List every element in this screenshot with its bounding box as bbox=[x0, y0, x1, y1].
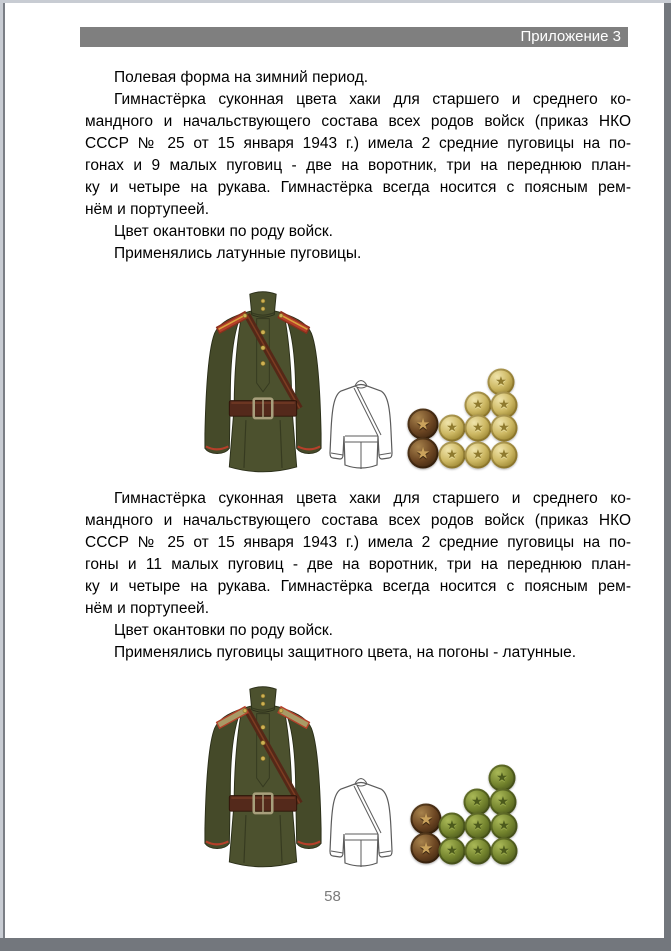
text-line: нём и портупеей. bbox=[85, 201, 210, 218]
text-line: Полевая форма на зимний период. bbox=[114, 69, 369, 86]
viewer-frame-left-shadow bbox=[3, 3, 5, 951]
small-brass-button bbox=[439, 415, 466, 442]
medium-dark-brass-button bbox=[408, 438, 439, 469]
small-brass-button bbox=[491, 442, 518, 469]
text-line: мандного и начальствующего состава всех родов войск (приказ НКО bbox=[85, 512, 631, 529]
medium-dark-brass-button bbox=[411, 804, 442, 835]
text-line: гонах и 9 малых пуговиц - две на воротник, три на переднюю план- bbox=[85, 157, 631, 174]
text-line: Цвет окантовки по роду войск. bbox=[114, 622, 333, 639]
small-khaki-button bbox=[439, 813, 466, 840]
text-line: СССР № 25 от 15 января 1943 г.) имела 2 средние пуговицы на по- bbox=[85, 534, 631, 551]
figure-tunic-brass-buttons bbox=[200, 287, 525, 481]
text-line: Применялись латунные пуговицы. bbox=[114, 245, 362, 262]
viewer-frame-top-edge bbox=[0, 0, 671, 3]
viewer-frame-right-shadow bbox=[664, 3, 671, 951]
appendix-header-bar bbox=[80, 27, 628, 47]
small-brass-button bbox=[465, 442, 492, 469]
small-khaki-button bbox=[464, 789, 491, 816]
text-line: нём и портупеей. bbox=[85, 600, 210, 617]
text-line: мандного и начальствующего состава всех родов войск (приказ НКО bbox=[85, 113, 631, 130]
text-line: Применялись пуговицы защитного цвета, на погоны - латунные. bbox=[114, 644, 577, 661]
small-brass-button bbox=[439, 442, 466, 469]
page-number: 58 bbox=[324, 888, 341, 905]
viewer-frame-bottom-shadow bbox=[0, 938, 671, 951]
tunic-back-line-drawing bbox=[328, 777, 394, 874]
appendix-header-label: Приложение 3 bbox=[520, 28, 621, 45]
text-line: гоны и 11 малых пуговиц - две на воротник, три на переднюю план- bbox=[85, 556, 631, 573]
text-line: ку и четыре на рукава. Гимнастёрка всегда носится с поясным рем- bbox=[85, 179, 631, 196]
small-khaki-button bbox=[490, 789, 517, 816]
small-khaki-button bbox=[489, 765, 516, 792]
paragraph-block-bottom bbox=[85, 488, 631, 664]
tunic-front-illustration bbox=[202, 287, 324, 479]
medium-dark-brass-button bbox=[408, 409, 439, 440]
tunic-back-line-drawing bbox=[328, 379, 394, 476]
buttons-cluster bbox=[405, 364, 525, 478]
text-line: ку и четыре на рукава. Гимнастёрка всегда носится с поясным рем- bbox=[85, 578, 631, 595]
medium-dark-brass-button bbox=[411, 833, 442, 864]
tunic-front-illustration bbox=[202, 682, 324, 874]
small-brass-button bbox=[491, 415, 518, 442]
paragraph-block-top bbox=[85, 67, 631, 265]
small-khaki-button bbox=[491, 813, 518, 840]
small-brass-button bbox=[465, 415, 492, 442]
small-khaki-button bbox=[465, 838, 492, 865]
buttons-cluster bbox=[405, 764, 525, 878]
small-khaki-button bbox=[465, 813, 492, 840]
text-line: Гимнастёрка суконная цвета хаки для старшего и среднего ко- bbox=[114, 490, 631, 507]
small-khaki-button bbox=[491, 838, 518, 865]
figure-tunic-khaki-buttons bbox=[200, 682, 525, 876]
small-khaki-button bbox=[439, 838, 466, 865]
text-line: Гимнастёрка суконная цвета хаки для старшего и среднего ко- bbox=[114, 91, 631, 108]
text-line: СССР № 25 от 15 января 1943 г.) имела 2 средние пуговицы на по- bbox=[85, 135, 631, 152]
text-line: Цвет окантовки по роду войск. bbox=[114, 223, 333, 240]
